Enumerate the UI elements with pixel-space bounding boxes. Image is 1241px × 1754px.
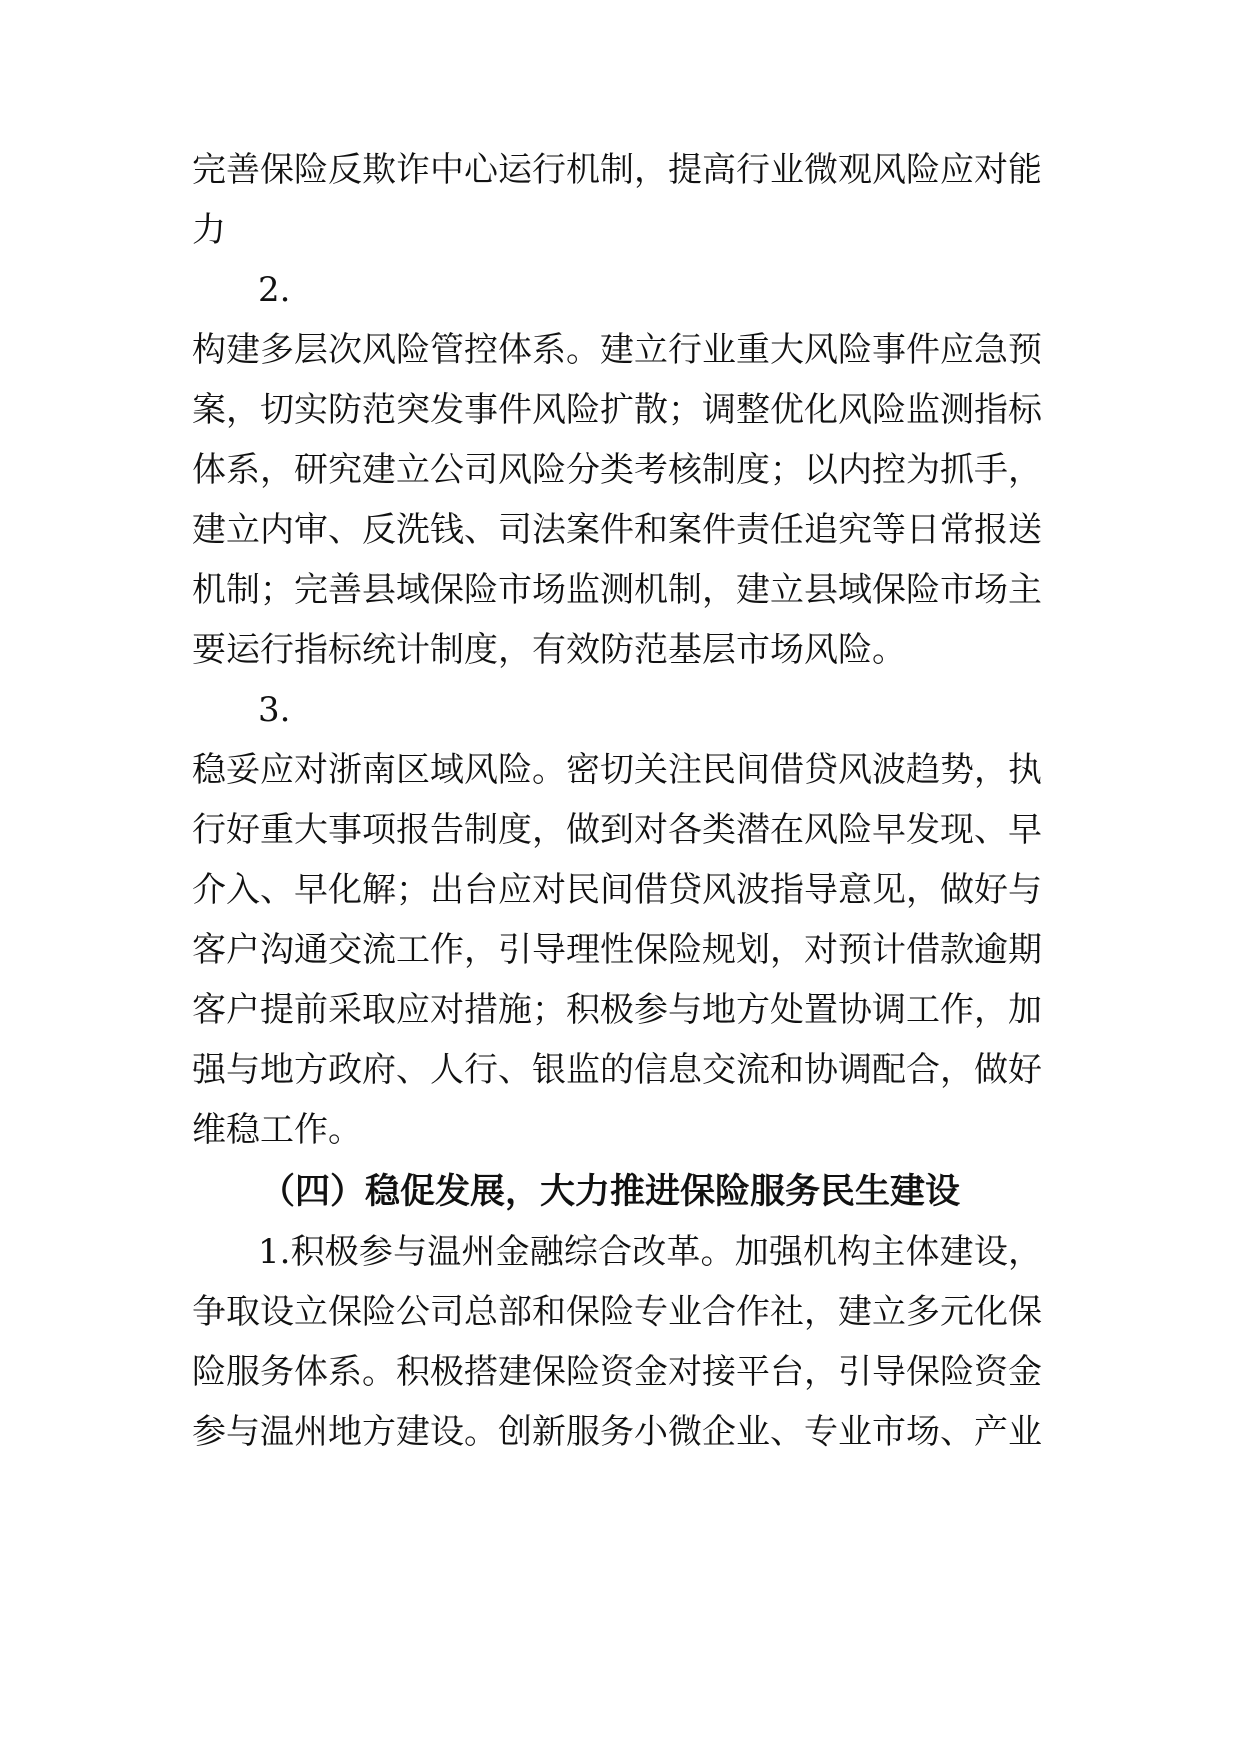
body-line: 客户沟通交流工作，引导理性保险规划，对预计借款逾期: [192, 930, 1042, 970]
section-heading: （四）稳促发展，大力推进保险服务民生建设: [260, 1172, 961, 1212]
body-line: 1.积极参与温州金融综合改革。加强机构主体建设，: [258, 1232, 1042, 1272]
item-number: 3.: [258, 690, 291, 730]
body-line: 案，切实防范突发事件风险扩散；调整优化风险监测指标: [192, 390, 1042, 430]
body-line: 体系，研究建立公司风险分类考核制度；以内控为抓手，: [192, 450, 1042, 490]
body-line: 行好重大事项报告制度，做到对各类潜在风险早发现、早: [192, 810, 1042, 850]
body-line: 维稳工作。: [192, 1110, 362, 1150]
body-line: 力: [192, 210, 226, 250]
body-line: 争取设立保险公司总部和保险专业合作社，建立多元化保: [192, 1292, 1042, 1332]
body-line: 参与温州地方建设。创新服务小微企业、专业市场、产业: [192, 1412, 1042, 1452]
body-line: 介入、早化解；出台应对民间借贷风波指导意见，做好与: [192, 870, 1042, 910]
body-line: 完善保险反欺诈中心运行机制，提高行业微观风险应对能: [192, 150, 1042, 190]
item-number: 2.: [258, 270, 291, 310]
body-line: 构建多层次风险管控体系。建立行业重大风险事件应急预: [192, 330, 1042, 370]
body-line: 强与地方政府、人行、银监的信息交流和协调配合，做好: [192, 1050, 1042, 1090]
body-line: 险服务体系。积极搭建保险资金对接平台，引导保险资金: [192, 1352, 1042, 1392]
body-line: 稳妥应对浙南区域风险。密切关注民间借贷风波趋势，执: [192, 750, 1042, 790]
body-line: 要运行指标统计制度，有效防范基层市场风险。: [192, 630, 906, 670]
body-line: 机制；完善县域保险市场监测机制，建立县域保险市场主: [192, 570, 1042, 610]
body-line: 建立内审、反洗钱、司法案件和案件责任追究等日常报送: [192, 510, 1042, 550]
body-line: 客户提前采取应对措施；积极参与地方处置协调工作，加: [192, 990, 1042, 1030]
